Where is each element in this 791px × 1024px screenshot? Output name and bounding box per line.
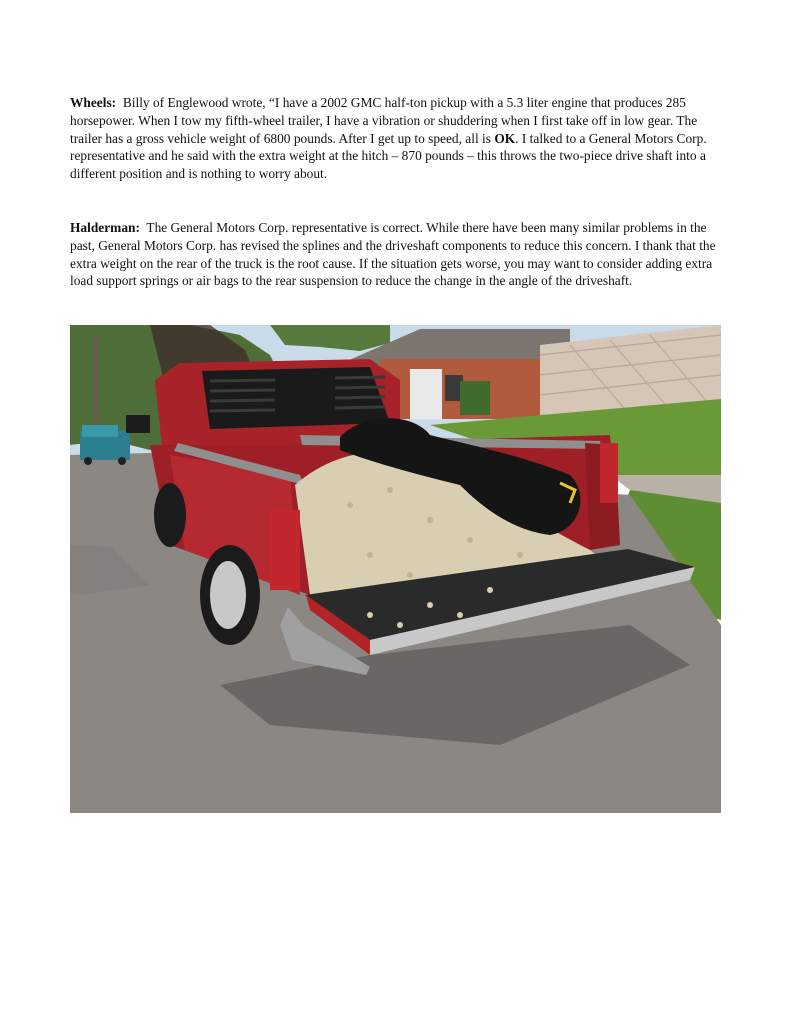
question-text-part2: . I talked to a General Motors Corp. representative and he said with the extra weight at the hitch – 870 pounds – this throws the two-piece drive shaft into a different position and is nothing to worry about. — [70, 130, 707, 182]
halderman-label: Halderman: — [70, 220, 140, 235]
wheels-label: Wheels: — [70, 95, 117, 110]
question-paragraph — [70, 94, 722, 183]
answer-text: The General Motors Corp. representative is correct. While there have been many similar problems in the past, General Motors Corp. has revised the splines and the driveshaft components to reduce this concern. I thank that the extra weight on the rear of the truck is the root cause. If the situation gets worse, you may want to consider adding extra load support springs or air bags to the rear suspension to reduce the change in the angle of the driveshaft. — [70, 220, 716, 289]
photo-side-mirror — [126, 415, 150, 433]
question-text-part1: Billy of Englewood wrote, “I have a 2002 GMC half-ton pickup with a 5.3 liter engine that produces 285 horsepower. When I tow my fifth-wheel trailer, I have a vibration or shuddering when I first take off in low gear. The trailer has a gross vehicle weight of 6800 pounds. After I get up to speed, all is — [70, 95, 698, 146]
answer-paragraph — [70, 219, 722, 290]
photo-left-tail-light — [270, 510, 300, 590]
ok-emphasis: OK — [494, 130, 516, 146]
pickup-truck-photo — [70, 325, 721, 813]
